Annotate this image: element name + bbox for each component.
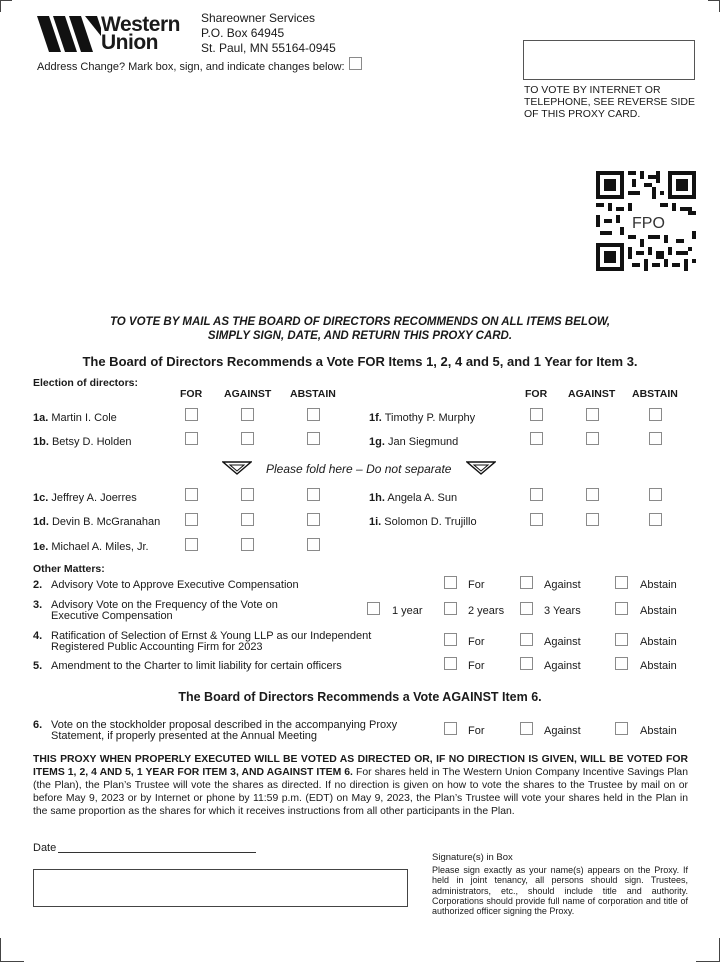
nominee-1e-abstain-checkbox[interactable]	[307, 538, 320, 551]
item-5-against-label: Against	[544, 660, 581, 672]
item-6-abstain-label: Abstain	[640, 725, 677, 737]
nominee-1d-against-checkbox[interactable]	[241, 513, 254, 526]
crop-mark	[0, 0, 1, 12]
item-3-abstain-checkbox[interactable]	[615, 602, 628, 615]
signature-box[interactable]	[33, 869, 408, 907]
nominee-1f-for-checkbox[interactable]	[530, 408, 543, 421]
crop-mark	[0, 938, 1, 962]
nominee-1b-abstain-checkbox[interactable]	[307, 432, 320, 445]
logo-text-western: Western	[101, 13, 180, 36]
legal-normal-text: For shares held in The Western Union Company Incentive Savings Plan (the Plan), the Plan’s Trustee will vote the shares as directed. If no direction is given on how to vote the shares to the Trustee by mail on or before May 9, 2023 or by Internet or phone by 11:59 p.m. (EDT) on May 9, 2023, the Plan’s Trustee will vote your shares held in the Plan in the same proportion as the shares for which it receives instructions from all other participants in the Plan.	[33, 767, 688, 817]
nominee-1c-against-checkbox[interactable]	[241, 488, 254, 501]
nominee-name: Jeffrey A. Joerres	[51, 492, 137, 504]
item-4-against-checkbox[interactable]	[520, 633, 533, 646]
item-6-text-line-2: Statement, if properly presented at the Annual Meeting	[51, 730, 317, 742]
item-3-3years-label: 3 Years	[544, 605, 581, 617]
item-3-text-line-1: Advisory Vote on the Frequency of the Vote on	[51, 599, 278, 611]
nominee-num: 1c.	[33, 492, 49, 504]
item-6-text-line-1: Vote on the stockholder proposal described in the accompanying Proxy	[51, 719, 398, 731]
item-3-1year-label: 1 year	[392, 605, 423, 617]
item-3-1year-checkbox[interactable]	[367, 602, 380, 615]
col-against-left: AGAINST	[224, 388, 272, 400]
nominee-num: 1g.	[369, 436, 385, 448]
nominee-1i-for-checkbox[interactable]	[530, 513, 543, 526]
address-change-checkbox[interactable]	[349, 57, 362, 70]
vote-note-line-3: OF THIS PROXY CARD.	[524, 108, 641, 120]
nominee-num: 1d.	[33, 516, 49, 528]
crop-mark	[708, 0, 720, 1]
nominee-1h-against-checkbox[interactable]	[586, 488, 599, 501]
nominee-name: Martin I. Cole	[51, 412, 117, 424]
item-4-text-line-2: Registered Public Accounting Firm for 2023	[51, 641, 263, 653]
item-3-text-line-2: Executive Compensation	[51, 610, 173, 622]
nominee-1c-for-checkbox[interactable]	[185, 488, 198, 501]
logo-mark-icon	[37, 16, 101, 52]
address-line-1: Shareowner Services	[201, 11, 316, 25]
item-6-against-checkbox[interactable]	[520, 722, 533, 735]
item-3-num: 3.	[33, 599, 43, 611]
item-3-3years-checkbox[interactable]	[520, 602, 533, 615]
nominee-1a	[33, 412, 117, 424]
nominee-1b-for-checkbox[interactable]	[185, 432, 198, 445]
col-abstain-left: ABSTAIN	[290, 388, 336, 400]
recommend-for-heading: The Board of Directors Recommends a Vote FOR Items 1, 2, 4 and 5, and 1 Year for Item 3.	[82, 354, 638, 369]
item-2-for-label: For	[468, 579, 485, 591]
vote-note-line-1: TO VOTE BY INTERNET OR	[524, 84, 661, 96]
qr-code	[596, 171, 696, 271]
address-line-2: P.O. Box 64945	[201, 26, 285, 40]
item-5-num: 5.	[33, 660, 43, 672]
nominee-1c-abstain-checkbox[interactable]	[307, 488, 320, 501]
item-5-against-checkbox[interactable]	[520, 657, 533, 670]
nominee-num: 1a.	[33, 412, 49, 424]
nominee-1g-against-checkbox[interactable]	[586, 432, 599, 445]
nominee-num: 1i.	[369, 516, 382, 528]
item-2-text: Advisory Vote to Approve Executive Compensation	[51, 579, 299, 591]
item-4-num: 4.	[33, 630, 43, 642]
nominee-1f-against-checkbox[interactable]	[586, 408, 599, 421]
item-2-abstain-checkbox[interactable]	[615, 576, 628, 589]
other-matters-title: Other Matters:	[33, 563, 105, 575]
signature-instructions: Please sign exactly as your name(s) appears on the Proxy. If held in joint tenancy, all persons should sign. Trustees, administrators, etc., should include title and authority. Corporations should provide full name of corporation and title of authorized officer signing the Proxy.	[432, 865, 688, 917]
nominee-1g-for-checkbox[interactable]	[530, 432, 543, 445]
item-4-text-line-1: Ratification of Selection of Ernst & Young LLP as our Independent	[51, 630, 372, 642]
date-field[interactable]	[58, 852, 256, 853]
vote-note-line-2: TELEPHONE, SEE REVERSE SIDE	[524, 96, 695, 108]
recommend-against-heading: The Board of Directors Recommends a Vote AGAINST Item 6.	[178, 690, 542, 704]
nominee-num: 1b.	[33, 436, 49, 448]
item-4-against-label: Against	[544, 636, 581, 648]
item-6-num: 6.	[33, 719, 43, 731]
fold-instruction: Please fold here – Do not separate	[266, 462, 452, 476]
nominee-1h	[369, 492, 457, 504]
crop-mark	[0, 0, 12, 1]
nominee-name: Timothy P. Murphy	[384, 412, 476, 424]
nominee-1f	[369, 412, 475, 424]
nominee-num: 1h.	[369, 492, 385, 504]
item-4-for-label: For	[468, 636, 485, 648]
item-2-abstain-label: Abstain	[640, 579, 677, 591]
logo-text-union: Union	[101, 31, 158, 54]
nominee-1d-for-checkbox[interactable]	[185, 513, 198, 526]
nominee-1d-abstain-checkbox[interactable]	[307, 513, 320, 526]
nominee-name: Angela A. Sun	[387, 492, 458, 504]
legal-bold-text: THIS PROXY WHEN PROPERLY EXECUTED WILL BE VOTED AS DIRECTED OR, IF NO DIRECTION IS GIVEN, WILL BE VOTED FOR ITEMS 1, 2, 4 AND 5, 1 YEAR FOR ITEM 3, AND AGAINST ITEM 6.	[33, 754, 688, 778]
intro-line-1: TO VOTE BY MAIL AS THE BOARD OF DIRECTORS RECOMMENDS ON ALL ITEMS BELOW,	[109, 316, 611, 328]
fold-arrow-right-icon	[466, 461, 496, 475]
item-6-for-label: For	[468, 725, 485, 737]
nominee-1h-abstain-checkbox[interactable]	[649, 488, 662, 501]
nominee-1c	[33, 492, 137, 504]
col-abstain-right: ABSTAIN	[632, 388, 678, 400]
item-2-against-checkbox[interactable]	[520, 576, 533, 589]
item-5-abstain-label: Abstain	[640, 660, 677, 672]
item-4-abstain-checkbox[interactable]	[615, 633, 628, 646]
nominee-1g-abstain-checkbox[interactable]	[649, 432, 662, 445]
control-number-box	[523, 40, 695, 80]
item-3-abstain-label: Abstain	[640, 605, 677, 617]
nominee-1e	[33, 541, 149, 553]
item-2-for-checkbox[interactable]	[444, 576, 457, 589]
nominee-1b-against-checkbox[interactable]	[241, 432, 254, 445]
item-3-2years-label: 2 years	[468, 605, 505, 617]
nominee-num: 1f.	[369, 412, 382, 424]
nominee-1a-against-checkbox[interactable]	[241, 408, 254, 421]
company-logo	[37, 14, 187, 54]
address-line-3: St. Paul, MN 55164-0945	[201, 41, 336, 55]
nominee-1i	[369, 516, 477, 528]
signature-label: Signature(s) in Box	[432, 852, 513, 863]
nominee-1i-against-checkbox[interactable]	[586, 513, 599, 526]
nominee-1e-against-checkbox[interactable]	[241, 538, 254, 551]
item-5-abstain-checkbox[interactable]	[615, 657, 628, 670]
election-title: Election of directors:	[33, 377, 139, 389]
legal-paragraph	[33, 753, 688, 818]
item-2-against-label: Against	[544, 579, 581, 591]
item-5-for-checkbox[interactable]	[444, 657, 457, 670]
fold-arrow-left-icon	[222, 461, 252, 475]
nominee-1h-for-checkbox[interactable]	[530, 488, 543, 501]
nominee-name: Devin B. McGranahan	[51, 516, 161, 528]
item-5-text: Amendment to the Charter to limit liability for certain officers	[51, 660, 342, 672]
nominee-1g	[369, 436, 458, 448]
item-3-2years-checkbox[interactable]	[444, 602, 457, 615]
item-6-abstain-checkbox[interactable]	[615, 722, 628, 735]
nominee-1b	[33, 436, 131, 448]
col-for-right: FOR	[525, 388, 548, 400]
item-4-abstain-label: Abstain	[640, 636, 677, 648]
nominee-name: Jan Siegmund	[387, 436, 459, 448]
intro-line-2: SIMPLY SIGN, DATE, AND RETURN THIS PROXY CARD.	[207, 330, 513, 342]
nominee-1e-for-checkbox[interactable]	[185, 538, 198, 551]
nominee-1d	[33, 516, 160, 528]
nominee-1f-abstain-checkbox[interactable]	[649, 408, 662, 421]
item-6-for-checkbox[interactable]	[444, 722, 457, 735]
nominee-name: Betsy D. Holden	[51, 436, 132, 448]
nominee-1a-for-checkbox[interactable]	[185, 408, 198, 421]
nominee-1a-abstain-checkbox[interactable]	[307, 408, 320, 421]
item-5-for-label: For	[468, 660, 485, 672]
item-2-num: 2.	[33, 579, 43, 591]
date-label: Date	[33, 842, 57, 854]
address-change-label: Address Change? Mark box, sign, and indicate changes below:	[37, 61, 345, 73]
col-against-right: AGAINST	[568, 388, 616, 400]
qr-fpo-label: FPO	[632, 215, 665, 232]
nominee-num: 1e.	[33, 541, 49, 553]
nominee-name: Solomon D. Trujillo	[384, 516, 477, 528]
nominee-name: Michael A. Miles, Jr.	[51, 541, 149, 553]
col-for-left: FOR	[180, 388, 203, 400]
item-6-against-label: Against	[544, 725, 581, 737]
item-4-for-checkbox[interactable]	[444, 633, 457, 646]
nominee-1i-abstain-checkbox[interactable]	[649, 513, 662, 526]
